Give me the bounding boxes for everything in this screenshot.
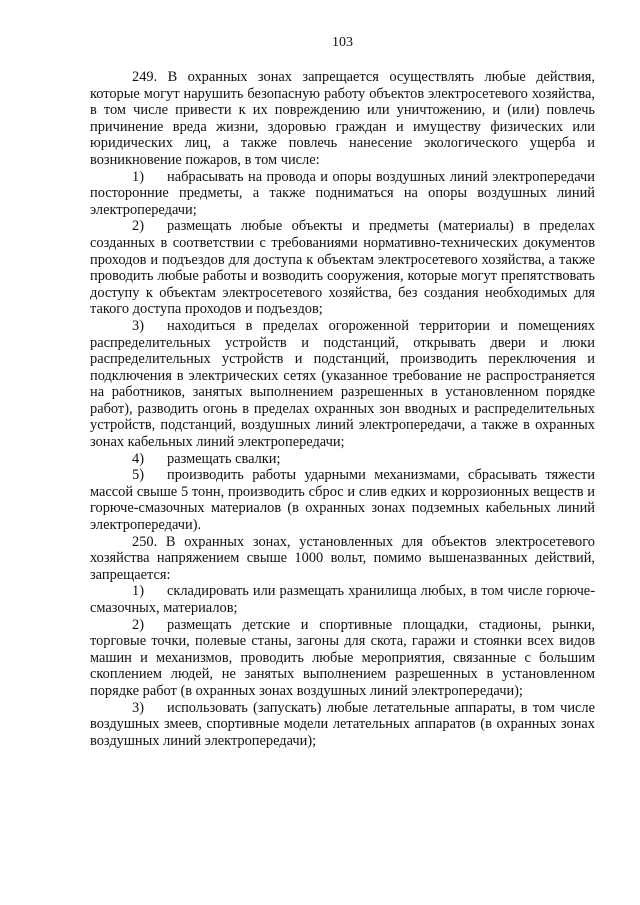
section-250-item-2: [90, 617, 595, 700]
item-text: размещать любые объекты и предметы (материалы) в пределах созданных в соответствии с требованиями нормативно-технических документов проходов и подъездов для доступа к объектам электросетевого хозяйства, а также проводить любые работы и возводить сооружения, которые могут препятствовать доступу к объектам электросетевого хозяйства, без создания необходимых для такого доступа проходов и подъездов;: [90, 218, 595, 318]
item-text: находиться в пределах огороженной территории и помещениях распределительных устройств и подстанций, открывать двери и люки распределительных устройств и подстанций, производить переключения и подключения в электрических сетях (указанное требование не распространяется на работников, занятых выполнением разрешенных в установленном порядке работ), разводить огонь в пределах охранных зон вводных и распределительных устройств, подстанций, воздушных линий электропередачи, а также в охранных зонах кабельных линий электропередачи;: [90, 317, 595, 451]
item-text: набрасывать на провода и опоры воздушных линий электропередачи посторонние предметы, а также подниматься на опоры воздушных линий электропередачи;: [90, 168, 595, 218]
section-250-item-1: [90, 583, 595, 616]
page-number: 103: [332, 35, 353, 50]
section-249-intro: 249. В охранных зонах запрещается осуществлять любые действия, которые могут нарушить безопасную работу объектов электросетевого хозяйства, в том числе привести к их повреждению или уничтожению, и (или) повлечь причинение вреда жизни, здоровью граждан и имуществу физических или юридических лиц, а также повлечь нанесение экологического ущерба и возникновение пожаров, в том числе:: [90, 69, 595, 168]
section-249-item-2: [90, 218, 595, 318]
item-number: 3): [132, 699, 144, 716]
section-250-item-3: [90, 700, 595, 750]
item-number: 2): [132, 616, 144, 633]
item-number: 1): [132, 583, 144, 600]
item-number: 3): [132, 317, 144, 334]
item-text: использовать (запускать) любые летательные аппараты, в том числе воздушных змеев, спортивные модели летательных аппаратов (в охранных зонах воздушных линий электропередачи);: [90, 699, 595, 749]
item-text: производить работы ударными механизмами, сбрасывать тяжести массой свыше 5 тонн, производить сброс и слив едких и коррозионных веществ и горюче-смазочных материалов (в охранных зонах подземных кабельных линий электропередачи).: [90, 467, 595, 534]
item-number: 2): [132, 218, 144, 235]
section-249-item-3: [90, 318, 595, 451]
item-number: 5): [132, 467, 144, 484]
section-249-item-5: [90, 467, 595, 533]
section-249-item-1: [90, 169, 595, 219]
document-body: [90, 69, 595, 749]
item-number: 4): [132, 450, 144, 467]
item-text: складировать или размещать хранилища любых, в том числе горюче-смазочных, материалов;: [90, 583, 595, 616]
item-text: размещать детские и спортивные площадки, стадионы, рынки, торговые точки, полевые станы, загоны для скота, гаражи и стоянки всех видов машин и механизмов, проводить любые мероприятия, связанные с большим скоплением людей, не занятых выполнением разрешенных в установленном порядке работ (в охранных зонах воздушных линий электропередачи);: [90, 616, 595, 699]
item-text: размещать свалки;: [167, 450, 281, 467]
section-250-intro: 250. В охранных зонах, установленных для объектов электросетевого хозяйства напряжением свыше 1000 вольт, помимо вышеназванных действий, запрещается:: [90, 533, 595, 583]
section-249-item-4: [90, 451, 595, 468]
item-number: 1): [132, 168, 144, 185]
